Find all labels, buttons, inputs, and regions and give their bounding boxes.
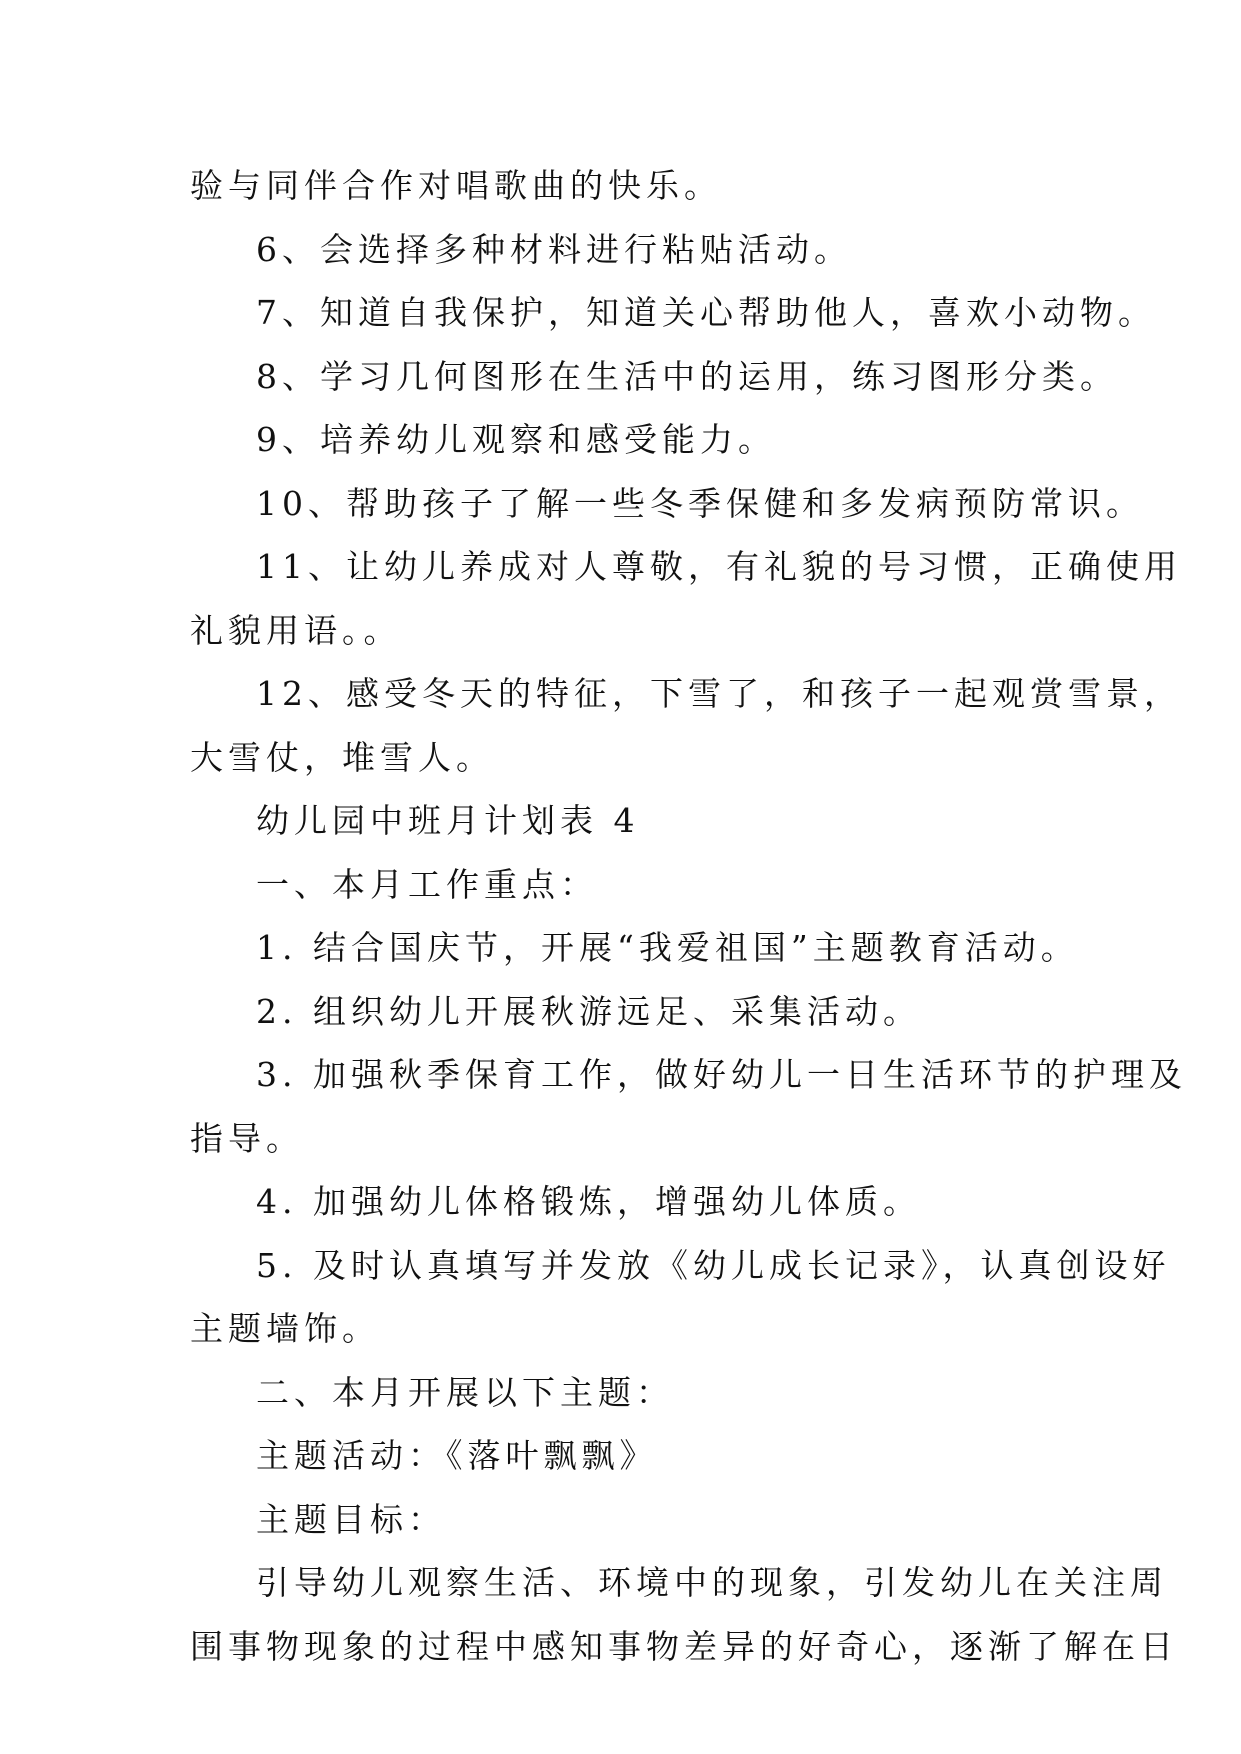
text-line-24: 围事物现象的过程中感知事物差异的好奇心，逐渐了解在日 (190, 1626, 1178, 1666)
text-line-9: 12、感受冬天的特征，下雪了，和孩子一起观赏雪景， (256, 674, 1182, 713)
text-line-4: 8、学习几何图形在生活中的运用，练习图形分类。 (256, 356, 1118, 396)
text-line-18: 5. 及时认真填写并发放《幼儿成长记录》，认真创设好 (256, 1245, 1171, 1285)
text-line-17: 4. 加强幼儿体格锻炼，增强幼儿体质。 (256, 1182, 921, 1221)
text-line-16: 指导。 (190, 1118, 304, 1158)
text-line-5: 9、培养幼儿观察和感受能力。 (256, 420, 776, 459)
text-line-13: 1. 结合国庆节，开展“我爱祖国”主题教育活动。 (256, 928, 1079, 967)
text-line-7: 11、让幼儿养成对人尊敬，有礼貌的号习惯，正确使用 (256, 547, 1182, 586)
document-body (190, 154, 1187, 1678)
text-line-14: 2. 组织幼儿开展秋游远足、采集活动。 (256, 991, 921, 1031)
text-line-3: 7、知道自我保护，知道关心帮助他人，喜欢小动物。 (256, 293, 1156, 332)
text-line-23: 引导幼儿观察生活、环境中的现象，引发幼儿在关注周 (256, 1563, 1168, 1602)
heading-themes: 二、本月开展以下主题： (256, 1372, 674, 1412)
text-line-10: 大雪仗，堆雪人。 (190, 737, 494, 777)
text-line-6: 10、帮助孩子了解一些冬季保健和多发病预防常识。 (256, 483, 1144, 523)
text-line-22: 主题目标： (256, 1499, 446, 1539)
text-line-8: 礼貌用语。。 (190, 610, 402, 650)
heading-work-focus: 一、本月工作重点： (256, 864, 598, 904)
text-line-2: 6、会选择多种材料进行粘贴活动。 (256, 229, 852, 269)
text-line-15: 3. 加强秋季保育工作，做好幼儿一日生活环节的护理及 (256, 1055, 1187, 1094)
text-line-21: 主题活动：《落叶飘飘》 (256, 1436, 658, 1475)
text-line-19: 主题墙饰。 (190, 1309, 380, 1348)
section-title: 幼儿园中班月计划表 4 (256, 801, 640, 840)
text-line-1: 验与同伴合作对唱歌曲的快乐。 (190, 166, 722, 205)
